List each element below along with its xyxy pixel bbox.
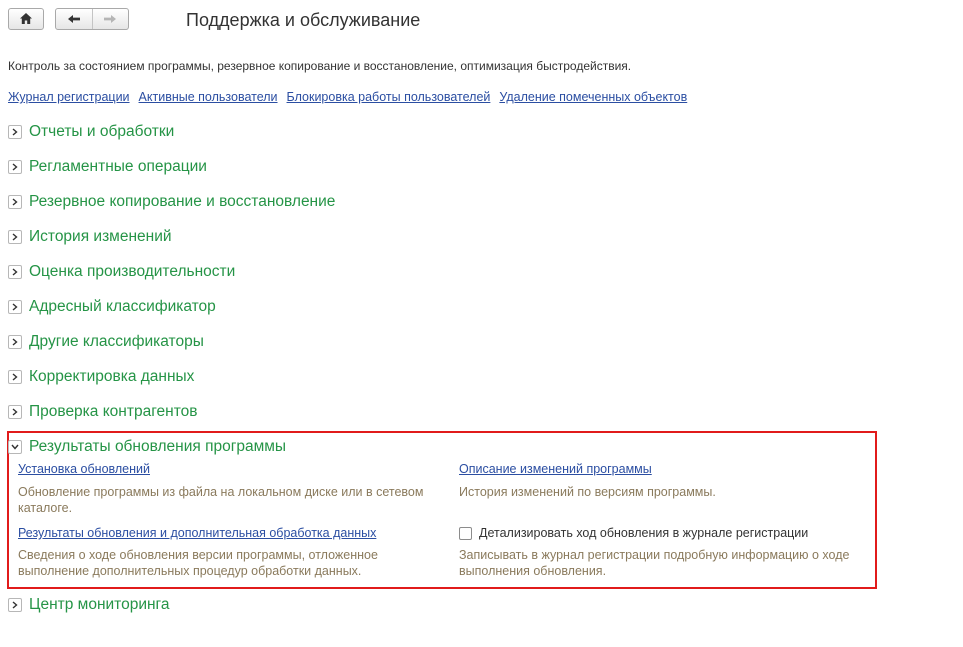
delete-marked-objects-link[interactable]: Удаление помеченных объектов: [499, 90, 688, 104]
home-button[interactable]: [8, 8, 44, 30]
description-line: выполнение дополнительных процедур обработки данных.: [18, 564, 362, 578]
install-updates-link[interactable]: Установка обновлений: [18, 462, 150, 476]
home-icon: [19, 12, 33, 25]
collapse-icon: [8, 440, 22, 454]
expand-icon: [8, 160, 22, 174]
group-update-results[interactable]: [8, 437, 286, 457]
group-label: Корректировка данных: [29, 368, 195, 385]
group-label: История изменений: [29, 228, 172, 245]
expand-icon: [8, 300, 22, 314]
forward-arrow-icon: [103, 14, 117, 24]
expand-icon: [8, 335, 22, 349]
description-line: Записывать в журнал регистрации подробную информацию о ходе: [459, 548, 850, 562]
group-scheduled-operations[interactable]: [8, 157, 207, 177]
group-label: Проверка контрагентов: [29, 403, 198, 420]
install-updates-description: [18, 484, 423, 516]
update-results-link[interactable]: Результаты обновления и дополнительная обработка данных: [18, 526, 377, 540]
group-change-history[interactable]: [8, 227, 172, 247]
update-results-description: [18, 547, 378, 579]
back-arrow-icon: [67, 14, 81, 24]
description-line: каталоге.: [18, 501, 73, 515]
group-monitoring-center[interactable]: [8, 595, 169, 615]
detail-log-checkbox-label: Детализировать ход обновления в журнале регистрации: [479, 526, 809, 540]
group-label: Центр мониторинга: [29, 596, 170, 613]
group-counterparty-check[interactable]: [8, 402, 197, 422]
changes-description-link[interactable]: Описание изменений программы: [459, 462, 652, 476]
group-address-classifier[interactable]: [8, 297, 216, 317]
expand-icon: [8, 265, 22, 279]
users-lock-link[interactable]: Блокировка работы пользователей: [286, 90, 491, 104]
history-navigation: [55, 8, 129, 30]
detail-log-description: [459, 547, 849, 579]
expand-icon: [8, 598, 22, 612]
group-data-correction[interactable]: [8, 367, 194, 387]
group-label: Отчеты и обработки: [29, 123, 175, 140]
group-label: Результаты обновления программы: [29, 438, 287, 455]
group-backup-restore[interactable]: [8, 192, 335, 212]
description-line: Сведения о ходе обновления версии программы, отложенное: [18, 548, 378, 562]
page-description: Контроль за состоянием программы, резервное копирование и восстановление, оптимизация быстродействия.: [8, 59, 632, 73]
expand-icon: [8, 370, 22, 384]
expand-icon: [8, 405, 22, 419]
group-label: Резервное копирование и восстановление: [29, 193, 336, 210]
page-title: Поддержка и обслуживание: [186, 10, 421, 30]
group-label: Другие классификаторы: [29, 333, 204, 350]
group-other-classifiers[interactable]: [8, 332, 204, 352]
changes-description-text: История изменений по версиям программы.: [459, 485, 716, 499]
detail-log-checkbox-row[interactable]: [459, 526, 808, 540]
group-performance[interactable]: [8, 262, 235, 282]
expand-icon: [8, 230, 22, 244]
active-users-link[interactable]: Активные пользователи: [138, 90, 278, 104]
description-line: Обновление программы из файла на локальном диске или в сетевом: [18, 485, 424, 499]
group-label: Адресный классификатор: [29, 298, 216, 315]
expand-icon: [8, 195, 22, 209]
detail-log-checkbox[interactable]: [459, 527, 472, 540]
quick-links: [8, 90, 696, 104]
expand-icon: [8, 125, 22, 139]
forward-button[interactable]: [92, 9, 129, 29]
event-log-link[interactable]: Журнал регистрации: [8, 90, 130, 104]
back-button[interactable]: [56, 9, 92, 29]
group-label: Оценка производительности: [29, 263, 236, 280]
group-reports[interactable]: [8, 122, 174, 142]
group-label: Регламентные операции: [29, 158, 207, 175]
description-line: выполнения обновления.: [459, 564, 607, 578]
